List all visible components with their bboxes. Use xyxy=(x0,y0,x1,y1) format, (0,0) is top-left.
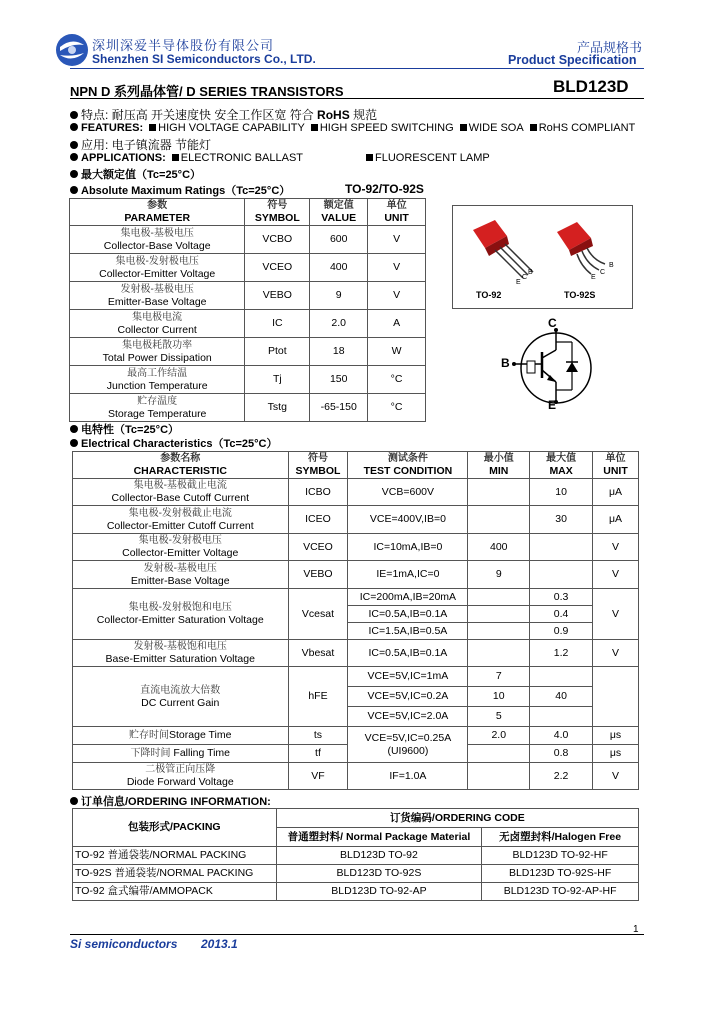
ordering-title: 订单信息/ORDERING INFORMATION: xyxy=(70,793,271,809)
pkg-pin-e-a: E xyxy=(516,279,521,286)
table-row: 集电极-发射极电压 Collector-Emitter Voltage VCEO 400 V xyxy=(70,254,426,282)
table-row: 发射极-基极电压 Emitter-Base Voltage VEBO 9 V xyxy=(70,282,426,310)
table-row: VCE=5V,IC=2.0A 5 xyxy=(73,707,639,727)
package-drawing xyxy=(452,205,633,309)
table-row: 集电极电流 Collector Current IC 2.0 A xyxy=(70,310,426,338)
footer-brand: Si semiconductors xyxy=(70,937,178,951)
spec-title-en: Product Specification xyxy=(508,53,637,67)
sch-label-c: C xyxy=(548,316,557,330)
applications-en-2: FLUORESCENT LAMP xyxy=(360,152,490,164)
table-row: 集电极-发射极截止电流 Collector-Emitter Cutoff Current ICEO VCE=400V,IB=0 30 μA xyxy=(73,506,639,534)
ec-header-symbol: 符号 SYMBOL xyxy=(288,452,348,479)
table-row: 集电极-发射极电压 Collector-Emitter Voltage VCEO IC=10mA,IB=0 400 V xyxy=(73,534,639,561)
table-row: 最高工作结温 Junction Temperature Tj 150 °C xyxy=(70,366,426,394)
sch-label-e: E xyxy=(548,398,557,412)
ec-header-char: 参数名称 CHARACTERISTIC xyxy=(73,452,289,479)
table-row: 发射极-基极电压 Emitter-Base Voltage VEBO IE=1mA,IC=0 9 V xyxy=(73,561,639,589)
pkg-pin-c-b: C xyxy=(600,269,606,276)
ec-title-en: Electrical Characteristics（Tc=25°C） xyxy=(70,435,278,451)
amr-header-unit: 单位 UNIT xyxy=(368,199,426,226)
footer-divider xyxy=(70,934,644,935)
table-row: IC=1.5A,IB=0.5A 0.9 xyxy=(73,623,639,640)
pkg-label-to92s: TO-92S xyxy=(564,290,596,300)
sch-label-b: B xyxy=(501,356,510,370)
company-name-cn: 深圳深爱半导体股份有限公司 xyxy=(92,39,275,54)
amr-title-cn: 最大额定值（Tc=25°C） xyxy=(70,166,201,182)
company-name-en: Shenzhen SI Semiconductors Co., LTD. xyxy=(92,52,316,66)
ec-header-unit: 单位 UNIT xyxy=(593,452,639,479)
pkg-pin-b-a: B xyxy=(528,269,533,276)
ordering-table: 包装形式/PACKING 订货编码/ORDERING CODE 普通塑封料/ Normal Package Material 无卤塑封料/Halogen Free TO-92 普通袋装/NORMAL PACKING BLD123D TO-92 BLD123D TO-92-HF TO-92S 普通袋装/NORMAL PACKING BLD123D TO-92S BLD123D TO-92S-HF TO-92 盒式编带/AMMOPACK BLD123D TO-92-AP BLD123D TO-92-AP-HF xyxy=(72,808,639,901)
ec-header-max: 最大值 MAX xyxy=(530,452,593,479)
applications-cn: 应用: 电子镇流器 节能灯 xyxy=(70,136,211,153)
table-row: 集电极-基极截止电流 Collector-Base Cutoff Current ICBO VCB=600V 10 μA xyxy=(73,479,639,506)
pkg-pin-b-b: B xyxy=(609,262,614,269)
amr-title-en: Absolute Maximum Ratings（Tc=25°C） xyxy=(70,182,290,198)
table-row: 二极管正向压降 Diode Forward Voltage VF IF=1.0A 2.2 V xyxy=(73,763,639,790)
table-row: 下降时间 Falling Time tf 0.8 μs xyxy=(73,745,639,763)
pkg-pin-e-b: E xyxy=(591,274,596,281)
ec-title-cn: 电特性（Tc=25°C） xyxy=(70,421,179,437)
page-number: 1 xyxy=(633,924,639,935)
part-number: BLD123D xyxy=(553,77,629,96)
table-row: VCE=5V,IC=0.2A 10 40 xyxy=(73,687,639,707)
table-row: TO-92S 普通袋装/NORMAL PACKING BLD123D TO-92S BLD123D TO-92S-HF xyxy=(73,865,639,883)
table-row: 集电极-基极电压 Collector-Base Voltage VCBO 600 V xyxy=(70,226,426,254)
table-row: 直流电流放大倍数 DC Current Gain hFE VCE=5V,IC=1mA 7 xyxy=(73,667,639,687)
applications-en: APPLICATIONS: ELECTRONIC BALLAST xyxy=(70,152,303,164)
series-title: NPN D 系列晶体管/ D SERIES TRANSISTORS xyxy=(70,84,344,99)
header-divider xyxy=(70,68,644,69)
ec-header-cond: 测试条件 TEST CONDITION xyxy=(348,452,468,479)
table-row: TO-92 普通袋装/NORMAL PACKING BLD123D TO-92 BLD123D TO-92-HF xyxy=(73,847,639,865)
amr-header-symbol: 符号 SYMBOL xyxy=(245,199,310,226)
transistor-schematic xyxy=(500,316,600,412)
company-logo xyxy=(55,33,89,67)
amr-package: TO-92/TO-92S xyxy=(345,182,424,196)
footer-date: 2013.1 xyxy=(201,937,238,951)
table-row: TO-92 盒式编带/AMMOPACK BLD123D TO-92-AP BLD123D TO-92-AP-HF xyxy=(73,883,639,901)
amr-header-param: 参数 PARAMETER xyxy=(70,199,245,226)
amr-table xyxy=(69,198,426,422)
features-cn: 特点: 耐压高 开关速度快 安全工作区宽 符合 RoHS 规范 xyxy=(70,106,377,123)
amr-header-value: 额定值 VALUE xyxy=(310,199,368,226)
pkg-pin-c-a: C xyxy=(522,274,528,281)
table-row: IC=0.5A,IB=0.1A 0.4 xyxy=(73,606,639,623)
ec-header-min: 最小值 MIN xyxy=(468,452,530,479)
table-row: 集电极-发射极饱和电压 Collector-Emitter Saturation Voltage Vcesat IC=200mA,IB=20mA 0.3 V xyxy=(73,589,639,606)
table-row: 贮存时间Storage Time ts VCE=5V,IC=0.25A (UI9600) 2.0 4.0 μs xyxy=(73,727,639,745)
features-en: FEATURES: HIGH VOLTAGE CAPABILITY HIGH SPEED SWITCHING WIDE SOA RoHS COMPLIANT xyxy=(70,122,635,134)
pkg-label-to92: TO-92 xyxy=(476,290,502,300)
table-row: 集电极耗散功率 Total Power Dissipation Ptot 18 W xyxy=(70,338,426,366)
table-row: 发射极-基极饱和电压 Base-Emitter Saturation Voltage Vbesat IC=0.5A,IB=0.1A 1.2 V xyxy=(73,640,639,667)
table-row: 贮存温度 Storage Temperature Tstg -65-150 °C xyxy=(70,394,426,422)
title-divider xyxy=(70,98,644,99)
ec-table xyxy=(72,451,639,790)
spec-title-cn: 产品规格书 xyxy=(577,41,643,56)
